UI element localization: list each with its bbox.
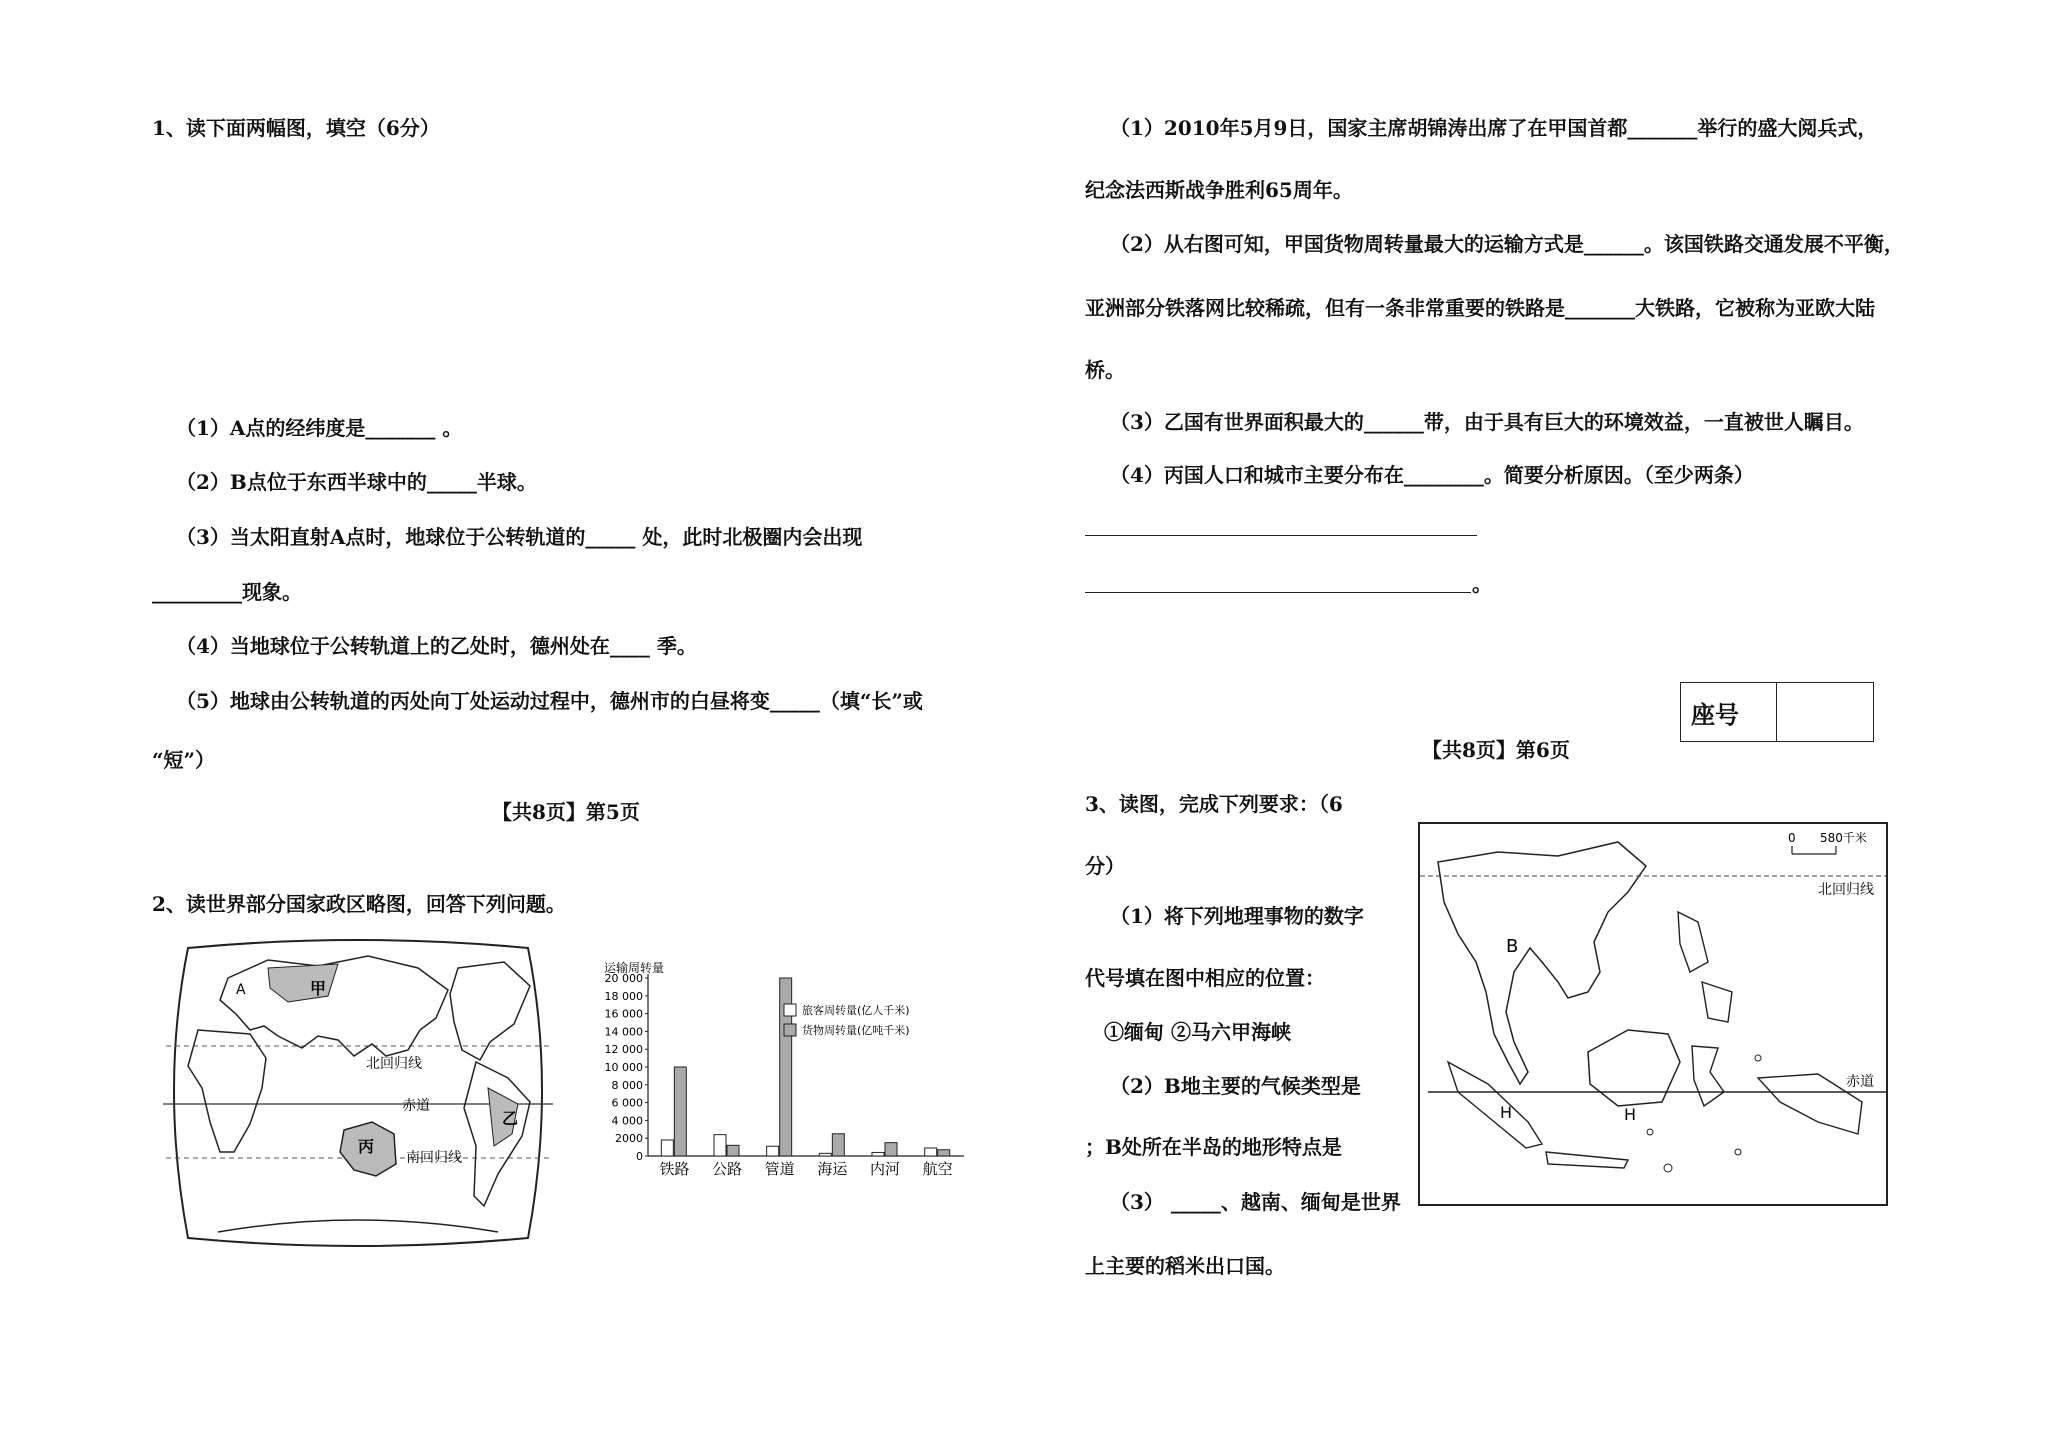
q2-item-1: （1）2010年5月9日，国家主席胡锦涛出席了在甲国首都_______举行的盛大阅兵式， (1110, 116, 1878, 140)
legend-label: 货物周转量(亿吨千米) (802, 1024, 910, 1037)
y-tick-label: 18 000 (604, 989, 643, 1003)
q2-item-1-cont: 纪念法西斯战争胜利65周年。 (1085, 178, 1353, 202)
x-tick-label: 管道 (764, 1160, 795, 1178)
y-tick-label: 20 000 (604, 972, 643, 985)
q3-line-9: 上主要的稻米出口国。 (1085, 1254, 1285, 1278)
chart-ylabel: 运输周转量 (604, 961, 665, 975)
q1-item-5: （5）地球由公转轨道的丙处向丁处运动过程中，德州市的白昼将变_____（填“长”或 (176, 689, 923, 713)
legend-swatch (784, 1024, 796, 1036)
q3-line-3: （1）将下列地理事物的数字 (1110, 904, 1364, 928)
q3-line-2: 分） (1085, 854, 1125, 878)
se-map-label-b: B (1506, 936, 1519, 957)
q2-item-4: （4）丙国人口和城市主要分布在________。简要分析原因。（至少两条） (1110, 463, 1754, 487)
legend-label: 旅客周转量(亿人千米) (802, 1004, 910, 1017)
q3-line-6: （2）B地主要的气候类型是 (1110, 1074, 1361, 1098)
y-tick-label: 14 000 (604, 1025, 643, 1039)
q1-item-3: （3）当太阳直射A点时，地球位于公转轨道的_____ 处，此时北极圈内会出现 (176, 525, 863, 549)
q1-item-4: （4）当地球位于公转轨道上的乙处时，德州处在____ 季。 (176, 634, 697, 658)
se-map-label-h2: H (1624, 1105, 1637, 1124)
x-tick-label: 公路 (711, 1160, 743, 1178)
map-label-yi: 乙 (502, 1109, 519, 1128)
se-map-tropic-n: 北回归线 (1818, 882, 1874, 898)
bar-passenger (819, 1153, 831, 1156)
q3-line-4: 代号填在图中相应的位置： (1085, 966, 1325, 990)
answer-line-2[interactable] (1085, 592, 1471, 593)
y-tick-label: 2000 (615, 1132, 643, 1146)
q3-line-8: （3） _____、越南、缅甸是世界 (1110, 1190, 1401, 1214)
bar-freight (727, 1145, 739, 1156)
q1-item-1: （1）A点的经纬度是_______ 。 (176, 416, 463, 440)
x-tick-label: 海运 (817, 1160, 848, 1178)
map-label-a: A (236, 982, 246, 998)
seat-number-field[interactable] (1777, 683, 1873, 741)
q2-title: 2、读世界部分国家政区略图，回答下列问题。 (152, 892, 566, 916)
map-label-jia: 甲 (310, 979, 327, 998)
transport-bar-chart (594, 956, 974, 1180)
bar-freight (832, 1134, 844, 1156)
bar-passenger (767, 1146, 779, 1156)
q2-item-2: （2）从右图可知，甲国货物周转量最大的运输方式是______。该国铁路交通发展不平衡， (1110, 232, 1904, 256)
seat-label: 座号 (1681, 683, 1777, 741)
answer-line-1[interactable] (1085, 535, 1477, 536)
x-tick-label: 铁路 (659, 1160, 690, 1178)
y-tick-label: 8 000 (611, 1078, 643, 1092)
bar-passenger (925, 1148, 937, 1156)
bar-freight (674, 1067, 686, 1156)
answer-end-mark: 。 (1472, 572, 1492, 596)
y-tick-label: 10 000 (604, 1061, 643, 1074)
y-tick-label: 0 (636, 1150, 643, 1163)
y-tick-label: 4 000 (611, 1114, 643, 1128)
y-tick-label: 6 000 (611, 1096, 643, 1110)
legend-swatch (784, 1004, 796, 1016)
scale-zero: 0 (1788, 831, 1796, 845)
q1-item-3-cont: _________现象。 (152, 580, 302, 604)
bar-freight (938, 1150, 950, 1156)
q1-item-5-cont: “短”） (152, 748, 216, 772)
q2-item-3: （3）乙国有世界面积最大的______带，由于具有巨大的环境效益，一直被世人瞩目。 (1110, 410, 1864, 434)
bar-passenger (872, 1152, 884, 1156)
y-tick-label: 12 000 (604, 1043, 643, 1057)
se-map-equator: 赤道 (1846, 1074, 1874, 1090)
map-label-equator: 赤道 (402, 1098, 430, 1114)
scale-label: 580千米 (1820, 831, 1867, 845)
se-map-label-h1: H (1500, 1103, 1513, 1122)
seat-number-box (1680, 682, 1874, 742)
page-footer-left: 【共8页】第5页 (492, 800, 640, 824)
map-label-tropic-n: 北回归线 (366, 1056, 422, 1072)
q1-item-2: （2）B点位于东西半球中的_____半球。 (176, 470, 537, 494)
map-label-tropic-s: 南回归线 (406, 1150, 462, 1166)
q3-line-7: ；B处所在半岛的地形特点是 (1085, 1135, 1342, 1159)
bar-freight (885, 1143, 897, 1156)
world-map (158, 938, 558, 1248)
q3-line-1: 3、读图，完成下列要求：（6 (1085, 792, 1343, 816)
q1-title: 1、读下面两幅图，填空（6分） (152, 116, 440, 140)
page-footer-right: 【共8页】第6页 (1422, 738, 1570, 762)
y-tick-label: 16 000 (604, 1007, 643, 1021)
map-label-bing: 丙 (358, 1137, 375, 1156)
q2-item-2-end: 桥。 (1085, 358, 1125, 382)
x-tick-label: 内河 (869, 1160, 901, 1178)
bar-passenger (661, 1140, 673, 1156)
x-tick-label: 航空 (922, 1160, 953, 1178)
q3-line-5: ①缅甸 ②马六甲海峡 (1104, 1020, 1291, 1044)
bar-passenger (714, 1135, 726, 1156)
q2-item-2-cont: 亚洲部分铁落网比较稀疏，但有一条非常重要的铁路是_______大铁路，它被称为亚欧大陆 (1085, 296, 1875, 320)
southeast-asia-map (1418, 822, 1888, 1206)
